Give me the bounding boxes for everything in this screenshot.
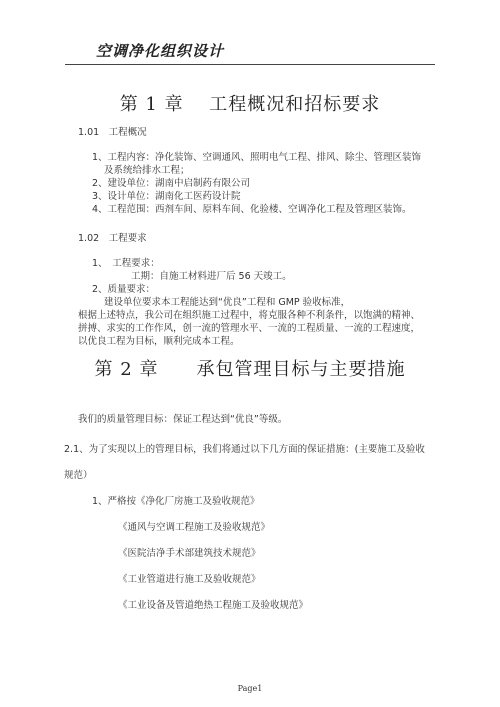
requirements-paragraph-line-1: 根据上述特点，我公司在组织施工过程中，将克服各种不利条件，以饱满的精神、 bbox=[78, 310, 421, 321]
measures-intro-line-1: 2.1、为了实现以上的管理目标，我们将通过以下几方面的保证措施：(主要施工及验收 bbox=[64, 444, 425, 455]
overview-item-2: 2、建设单位：湖南中启制药有限公司 bbox=[92, 178, 251, 189]
overview-item-4: 4、工程范围：西剂车间、原料车间、化验楼、空调净化工程及管理区装饰。 bbox=[92, 204, 412, 215]
standard-item-4: 《工业管道进行施工及验收规范》 bbox=[118, 574, 261, 585]
section-1-02-heading: 1.02 工程要求 bbox=[78, 233, 147, 244]
standard-item-5: 《工业设备及管道绝热工程施工及验收规范》 bbox=[118, 600, 309, 611]
requirements-item-1: 1、 工程要求： bbox=[92, 258, 160, 269]
page-header-title: 空调净化组织设计 bbox=[96, 42, 225, 60]
page-number: Page1 bbox=[237, 684, 263, 693]
chapter-1-title: 第 1 章 工程概况和招标要求 bbox=[119, 94, 381, 115]
chapter-2-title: 第 2 章 承包管理目标与主要措施 bbox=[94, 359, 406, 380]
requirements-paragraph-line-3: 以优良工程为目标，顺利完成本工程。 bbox=[78, 336, 240, 347]
measures-intro-line-2: 规范） bbox=[64, 470, 93, 481]
standard-item-3: 《医院洁净手术部建筑技术规范》 bbox=[118, 548, 261, 559]
requirements-schedule: 工期：自施工材料进厂后 56 天竣工。 bbox=[131, 271, 292, 282]
overview-item-3: 3、设计单位：湖南化工医药设计院 bbox=[92, 191, 241, 202]
overview-item-1-continued: 及系统给排水工程； bbox=[104, 165, 190, 176]
requirements-item-2: 2、质量要求： bbox=[92, 284, 156, 295]
requirements-paragraph-line-2: 拼搏、求实的工作作风，创一流的管理水平、一流的工程质量、一流的工程速度， bbox=[78, 323, 421, 334]
quality-goal: 我们的质量管理目标：保证工程达到“优良”等级。 bbox=[78, 414, 288, 425]
overview-item-1: 1、工程内容：净化装饰、空调通风、照明电气工程、排风、除尘、管理区装饰 bbox=[92, 152, 422, 163]
standard-item-2: 《通风与空调工程施工及验收规范》 bbox=[118, 522, 271, 533]
requirements-quality: 建设单位要求本工程能达到“优良”工程和 GMP 验收标准， bbox=[104, 297, 351, 308]
header-divider bbox=[65, 64, 435, 65]
section-1-01-heading: 1.01 工程概况 bbox=[78, 127, 147, 138]
standard-item-1: 1、严格按《净化厂房施工及验收规范》 bbox=[92, 496, 260, 507]
